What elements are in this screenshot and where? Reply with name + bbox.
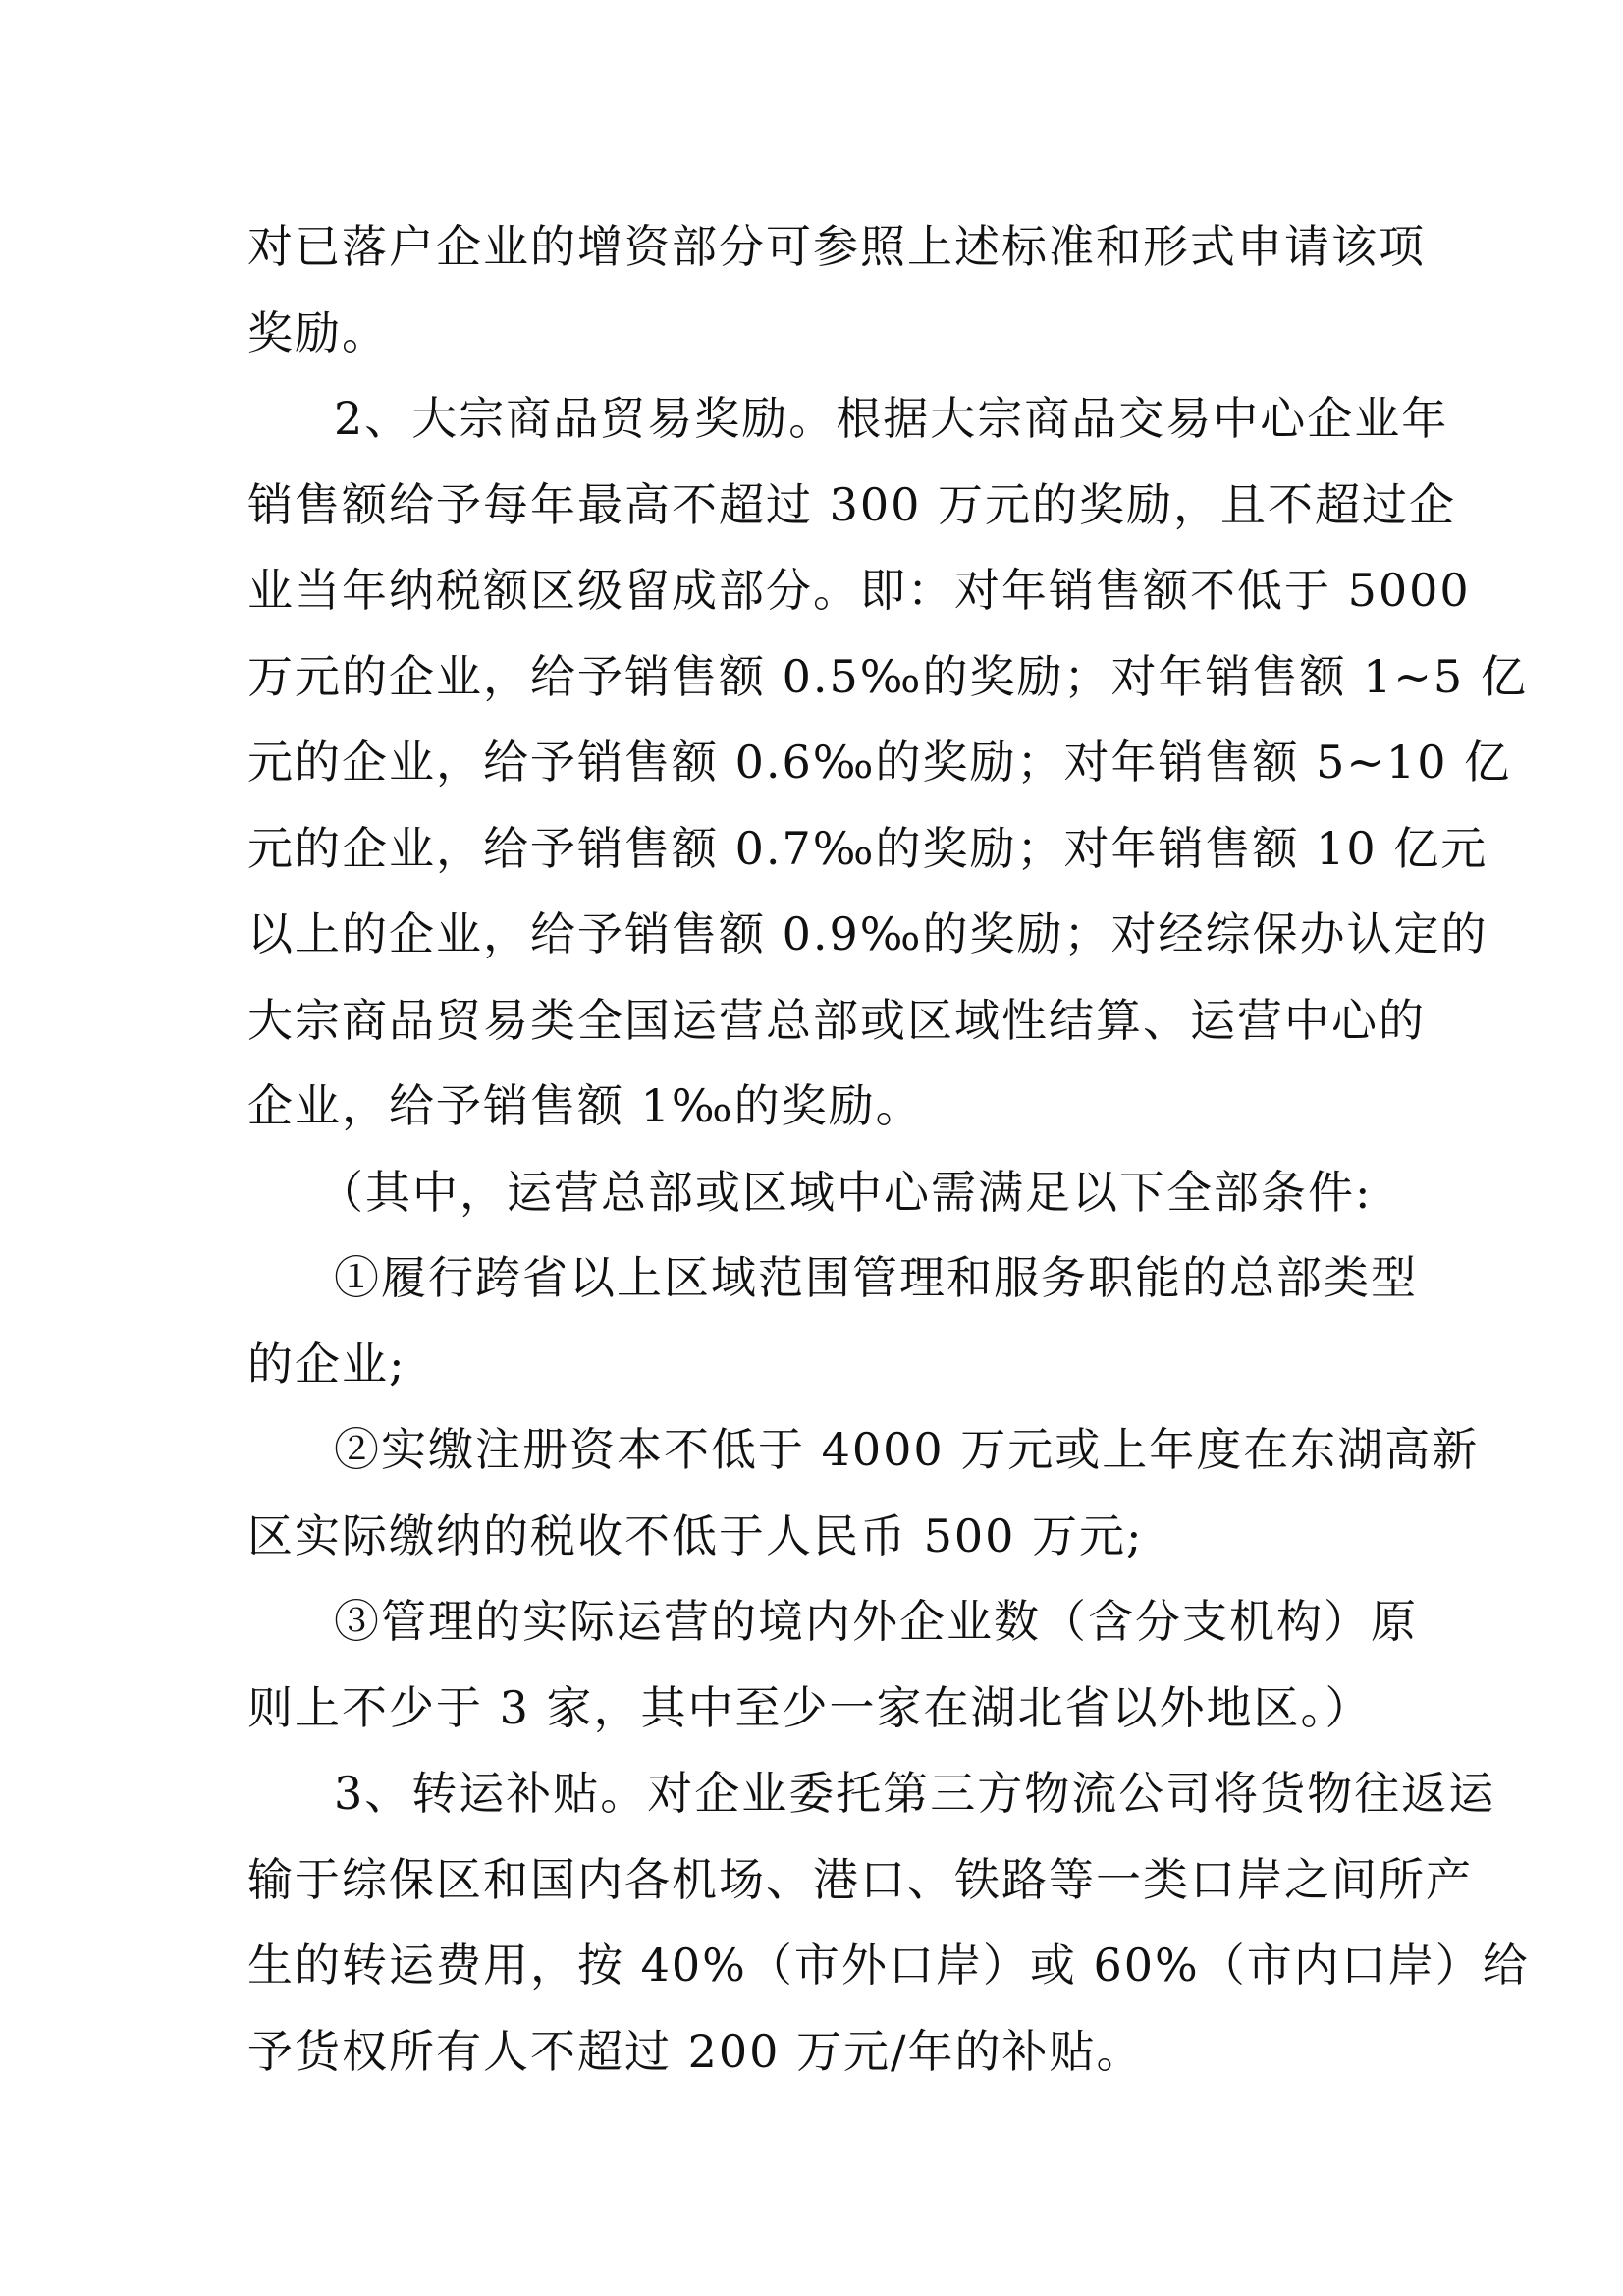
paragraph-heading-transit-subsidy: 3、转运补贴。对企业委托第三方物流公司将货物往返运 <box>334 1767 1496 1820</box>
condition-item-1: ①履行跨省以上区域范围管理和服务职能的总部类型 <box>334 1251 1418 1304</box>
text-line: 元的企业，给予销售额 0.6‰的奖励；对年销售额 5~10 亿 <box>247 736 1512 789</box>
text-line: 区实际缴纳的税收不低于人民币 500 万元; <box>247 1508 1144 1562</box>
text-line: 大宗商品贸易类全国运营总部或区域性结算、运营中心的 <box>247 993 1426 1047</box>
text-line: 业当年纳税额区级留成部分。即：对年销售额不低于 5000 <box>247 564 1471 617</box>
text-line: 企业，给予销售额 1‰的奖励。 <box>247 1079 923 1132</box>
text-line: 万元的企业，给予销售额 0.5‰的奖励；对年销售额 1~5 亿 <box>247 649 1528 703</box>
text-line: 对已落户企业的增资部分可参照上述标准和形式申请该项 <box>247 220 1426 273</box>
text-line: 生的转运费用，按 40%（市外口岸）或 60%（市内口岸）给 <box>247 1939 1530 1992</box>
text-line: 的企业; <box>247 1337 406 1391</box>
text-line: 输于综保区和国内各机场、港口、铁路等一类口岸之间所产 <box>247 1852 1473 1906</box>
paragraph-heading-bulk-commodity: 2、大宗商品贸易奖励。根据大宗商品交易中心企业年 <box>334 392 1449 445</box>
text-line: 销售额给予每年最高不超过 300 万元的奖励，且不超过企 <box>247 477 1457 531</box>
conditions-intro: （其中，运营总部或区域中心需满足以下全部条件: <box>318 1165 1373 1219</box>
text-line: 以上的企业，给予销售额 0.9‰的奖励；对经综保办认定的 <box>247 907 1488 960</box>
text-line: 则上不少于 3 家，其中至少一家在湖北省以外地区。） <box>247 1680 1373 1734</box>
text-line: 奖励。 <box>247 305 389 359</box>
document-body <box>247 204 1530 2095</box>
condition-item-2: ②实缴注册资本不低于 4000 万元或上年度在东湖高新 <box>334 1423 1480 1476</box>
text-line: 予货权所有人不超过 200 万元/年的补贴。 <box>247 2024 1144 2078</box>
condition-item-3: ③管理的实际运营的境内外企业数（含分支机构）原 <box>334 1595 1418 1648</box>
text-line: 元的企业，给予销售额 0.7‰的奖励；对年销售额 10 亿元 <box>247 821 1488 875</box>
